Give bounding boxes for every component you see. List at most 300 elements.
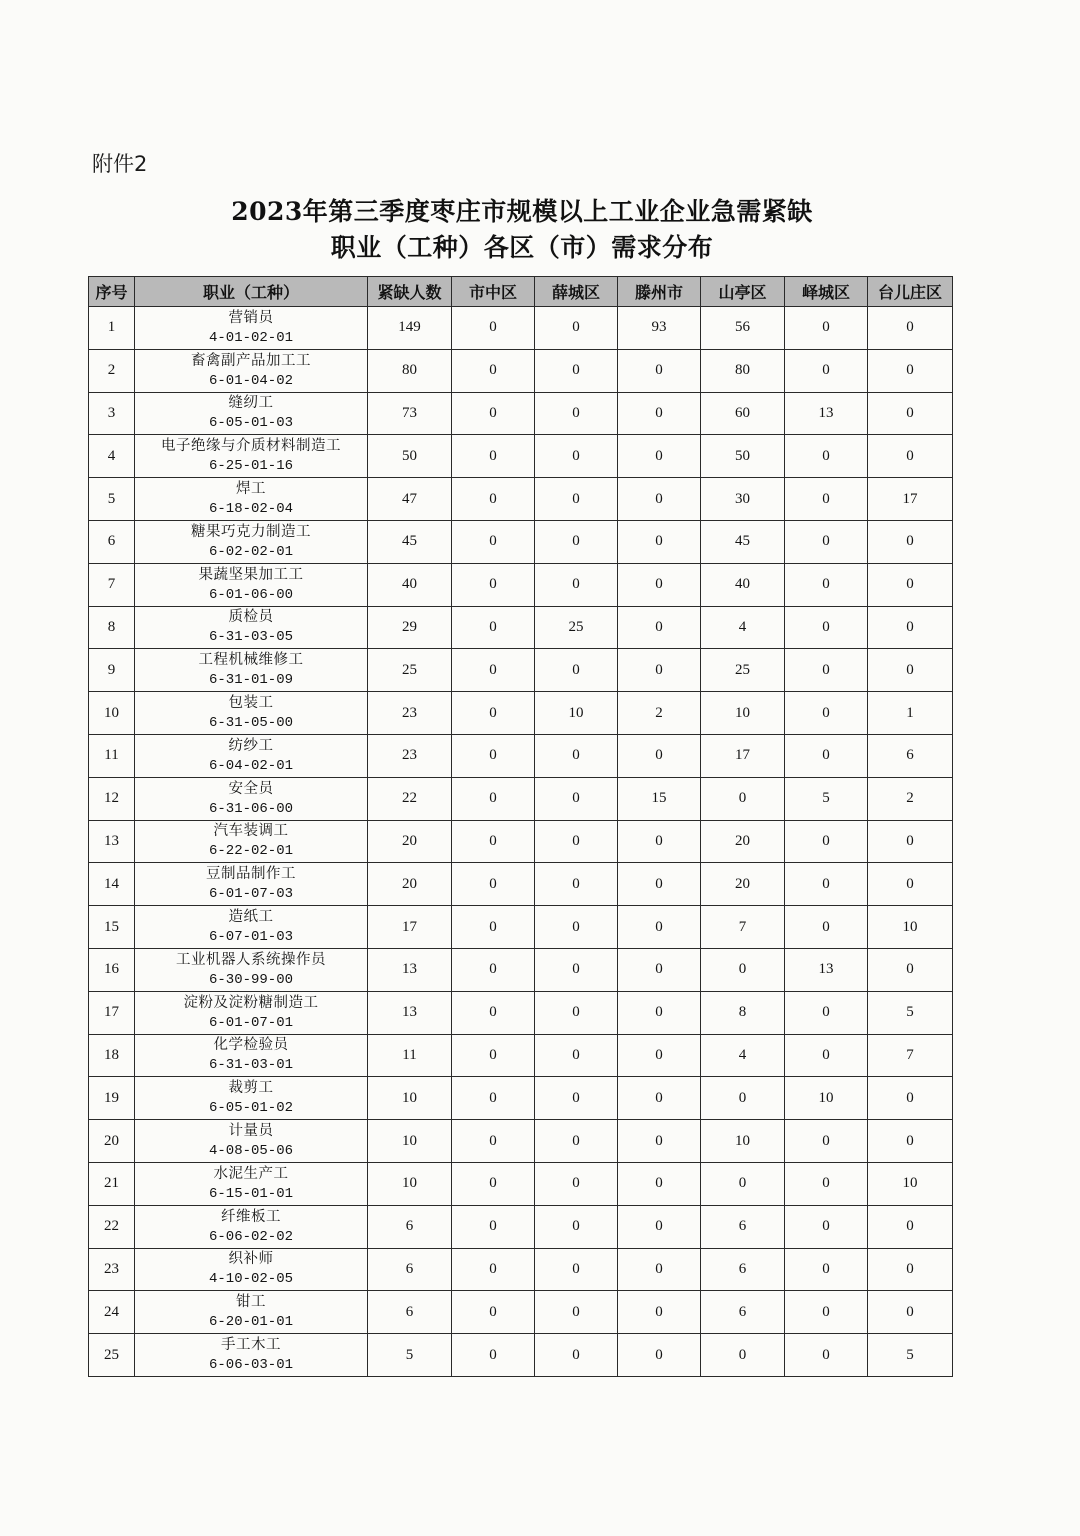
cell-total: 47 bbox=[368, 478, 452, 521]
cell-yicheng: 13 bbox=[785, 392, 868, 435]
cell-shanting: 10 bbox=[701, 1120, 785, 1163]
cell-shizhong: 0 bbox=[452, 349, 535, 392]
cell-tengzhou: 2 bbox=[618, 692, 701, 735]
occupation-name: 手工木工 bbox=[221, 1337, 281, 1354]
table-row bbox=[89, 1248, 953, 1291]
cell-tengzhou: 0 bbox=[618, 349, 701, 392]
cell-shizhong: 0 bbox=[452, 692, 535, 735]
cell-xuecheng: 0 bbox=[535, 948, 618, 991]
cell-taierzhuang: 7 bbox=[868, 1034, 953, 1077]
cell-total: 23 bbox=[368, 692, 452, 735]
cell-shizhong: 0 bbox=[452, 734, 535, 777]
cell-tengzhou: 0 bbox=[618, 734, 701, 777]
cell-total: 40 bbox=[368, 563, 452, 606]
cell-xuecheng: 0 bbox=[535, 820, 618, 863]
cell-occupation bbox=[135, 1034, 368, 1077]
cell-seq: 21 bbox=[89, 1162, 135, 1205]
cell-tengzhou: 0 bbox=[618, 1120, 701, 1163]
cell-xuecheng: 0 bbox=[535, 349, 618, 392]
occupation-code: 6-07-01-03 bbox=[208, 929, 293, 946]
occupation-name: 安全员 bbox=[228, 780, 274, 797]
cell-total: 73 bbox=[368, 392, 452, 435]
cell-taierzhuang: 0 bbox=[868, 1077, 953, 1120]
cell-seq: 22 bbox=[89, 1205, 135, 1248]
cell-taierzhuang: 0 bbox=[868, 1120, 953, 1163]
cell-yicheng: 0 bbox=[785, 1120, 868, 1163]
occupation-code: 6-31-03-05 bbox=[208, 629, 293, 646]
cell-xuecheng: 0 bbox=[535, 1077, 618, 1120]
cell-xuecheng: 0 bbox=[535, 435, 618, 478]
occupation-code: 6-18-02-04 bbox=[208, 501, 293, 518]
occupation-code: 6-06-02-02 bbox=[208, 1228, 293, 1245]
cell-shizhong: 0 bbox=[452, 1205, 535, 1248]
cell-total: 13 bbox=[368, 948, 452, 991]
cell-taierzhuang: 0 bbox=[868, 349, 953, 392]
occupation-name: 汽车装调工 bbox=[213, 823, 289, 840]
cell-occupation bbox=[135, 1077, 368, 1120]
occupation-code: 6-22-02-01 bbox=[208, 843, 293, 860]
occupation-code: 6-06-03-01 bbox=[208, 1357, 293, 1374]
occupation-name: 织补师 bbox=[228, 1251, 274, 1268]
cell-shanting: 45 bbox=[701, 520, 785, 563]
cell-yicheng: 0 bbox=[785, 649, 868, 692]
cell-occupation bbox=[135, 392, 368, 435]
cell-yicheng: 0 bbox=[785, 349, 868, 392]
cell-shizhong: 0 bbox=[452, 1334, 535, 1377]
cell-occupation bbox=[135, 734, 368, 777]
occupation-code: 6-01-06-00 bbox=[208, 586, 293, 603]
occupation-code: 6-05-01-02 bbox=[208, 1100, 293, 1117]
cell-taierzhuang: 0 bbox=[868, 820, 953, 863]
table-row bbox=[89, 1034, 953, 1077]
cell-occupation bbox=[135, 307, 368, 350]
table-row bbox=[89, 435, 953, 478]
cell-taierzhuang: 0 bbox=[868, 948, 953, 991]
cell-yicheng: 0 bbox=[785, 307, 868, 350]
cell-occupation bbox=[135, 520, 368, 563]
cell-yicheng: 0 bbox=[785, 692, 868, 735]
cell-taierzhuang: 6 bbox=[868, 734, 953, 777]
cell-taierzhuang: 5 bbox=[868, 991, 953, 1034]
table-row bbox=[89, 307, 953, 350]
cell-xuecheng: 0 bbox=[535, 563, 618, 606]
cell-seq: 15 bbox=[89, 906, 135, 949]
cell-occupation bbox=[135, 606, 368, 649]
occupation-code: 6-31-03-01 bbox=[208, 1057, 293, 1074]
occupation-name: 质检员 bbox=[228, 609, 274, 626]
occupation-code: 6-05-01-03 bbox=[208, 415, 293, 432]
cell-xuecheng: 10 bbox=[535, 692, 618, 735]
cell-tengzhou: 0 bbox=[618, 392, 701, 435]
cell-shanting: 0 bbox=[701, 1334, 785, 1377]
table-row bbox=[89, 520, 953, 563]
cell-xuecheng: 0 bbox=[535, 649, 618, 692]
cell-shanting: 60 bbox=[701, 392, 785, 435]
cell-xuecheng: 0 bbox=[535, 1291, 618, 1334]
cell-shanting: 0 bbox=[701, 1077, 785, 1120]
cell-total: 149 bbox=[368, 307, 452, 350]
cell-seq: 14 bbox=[89, 863, 135, 906]
occupation-name: 造纸工 bbox=[228, 909, 274, 926]
cell-tengzhou: 0 bbox=[618, 906, 701, 949]
table-row bbox=[89, 563, 953, 606]
cell-occupation bbox=[135, 1248, 368, 1291]
table-row bbox=[89, 1334, 953, 1377]
cell-yicheng: 0 bbox=[785, 1248, 868, 1291]
cell-xuecheng: 0 bbox=[535, 478, 618, 521]
cell-shizhong: 0 bbox=[452, 649, 535, 692]
occupation-code: 6-15-01-01 bbox=[208, 1185, 293, 1202]
cell-seq: 7 bbox=[89, 563, 135, 606]
occupation-name: 焊工 bbox=[236, 481, 266, 498]
document-title-line1: 2023年第三季度枣庄市规模以上工业企业急需紧缺 bbox=[231, 197, 813, 226]
cell-xuecheng: 0 bbox=[535, 1334, 618, 1377]
table-row bbox=[89, 820, 953, 863]
table-row bbox=[89, 734, 953, 777]
cell-shizhong: 0 bbox=[452, 948, 535, 991]
cell-yicheng: 0 bbox=[785, 1291, 868, 1334]
occupation-name: 裁剪工 bbox=[228, 1080, 274, 1097]
occupation-name: 工业机器人系统操作员 bbox=[176, 951, 326, 968]
cell-tengzhou: 0 bbox=[618, 563, 701, 606]
table-row bbox=[89, 1162, 953, 1205]
cell-total: 6 bbox=[368, 1291, 452, 1334]
cell-taierzhuang: 0 bbox=[868, 563, 953, 606]
cell-shizhong: 0 bbox=[452, 1077, 535, 1120]
cell-shizhong: 0 bbox=[452, 777, 535, 820]
cell-yicheng: 0 bbox=[785, 1334, 868, 1377]
table-row bbox=[89, 392, 953, 435]
occupation-name: 果蔬坚果加工工 bbox=[198, 566, 304, 583]
occupation-name: 纺纱工 bbox=[228, 737, 274, 754]
cell-shizhong: 0 bbox=[452, 520, 535, 563]
cell-occupation bbox=[135, 863, 368, 906]
cell-yicheng: 0 bbox=[785, 435, 868, 478]
document-title-line2: 职业（工种）各区（市）需求分布 bbox=[330, 233, 714, 262]
cell-taierzhuang: 0 bbox=[868, 606, 953, 649]
table-row bbox=[89, 349, 953, 392]
attachment-label: 附件2 bbox=[92, 152, 148, 176]
header-total: 紧缺人数 bbox=[368, 277, 452, 307]
occupation-name: 包装工 bbox=[228, 695, 274, 712]
cell-seq: 10 bbox=[89, 692, 135, 735]
cell-yicheng: 0 bbox=[785, 863, 868, 906]
cell-taierzhuang: 0 bbox=[868, 649, 953, 692]
cell-yicheng: 0 bbox=[785, 906, 868, 949]
cell-total: 10 bbox=[368, 1077, 452, 1120]
cell-taierzhuang: 0 bbox=[868, 1291, 953, 1334]
cell-taierzhuang: 0 bbox=[868, 1205, 953, 1248]
cell-total: 20 bbox=[368, 863, 452, 906]
occupation-name: 工程机械维修工 bbox=[198, 652, 304, 669]
occupation-code: 4-10-02-05 bbox=[208, 1271, 293, 1288]
occupation-code: 4-08-05-06 bbox=[208, 1143, 293, 1160]
cell-total: 50 bbox=[368, 435, 452, 478]
cell-shanting: 25 bbox=[701, 649, 785, 692]
occupation-code: 6-02-02-01 bbox=[208, 543, 293, 560]
cell-yicheng: 0 bbox=[785, 734, 868, 777]
cell-occupation bbox=[135, 1120, 368, 1163]
header-shizhong: 市中区 bbox=[452, 277, 535, 307]
cell-seq: 8 bbox=[89, 606, 135, 649]
cell-xuecheng: 0 bbox=[535, 1248, 618, 1291]
cell-occupation bbox=[135, 820, 368, 863]
table-row bbox=[89, 906, 953, 949]
cell-occupation bbox=[135, 1162, 368, 1205]
occupation-name: 纤维板工 bbox=[221, 1208, 281, 1225]
cell-xuecheng: 0 bbox=[535, 520, 618, 563]
cell-total: 20 bbox=[368, 820, 452, 863]
cell-taierzhuang: 0 bbox=[868, 1248, 953, 1291]
cell-yicheng: 0 bbox=[785, 520, 868, 563]
cell-tengzhou: 0 bbox=[618, 820, 701, 863]
header-shanting: 山亭区 bbox=[701, 277, 785, 307]
occupation-code: 6-31-06-00 bbox=[208, 800, 293, 817]
cell-total: 11 bbox=[368, 1034, 452, 1077]
cell-shizhong: 0 bbox=[452, 991, 535, 1034]
cell-shizhong: 0 bbox=[452, 1120, 535, 1163]
occupation-name: 缝纫工 bbox=[228, 395, 274, 412]
cell-occupation bbox=[135, 478, 368, 521]
cell-shanting: 80 bbox=[701, 349, 785, 392]
cell-total: 29 bbox=[368, 606, 452, 649]
cell-occupation bbox=[135, 1205, 368, 1248]
cell-seq: 4 bbox=[89, 435, 135, 478]
occupation-code: 6-31-01-09 bbox=[208, 672, 293, 689]
cell-taierzhuang: 10 bbox=[868, 1162, 953, 1205]
cell-yicheng: 0 bbox=[785, 820, 868, 863]
cell-shizhong: 0 bbox=[452, 1034, 535, 1077]
cell-xuecheng: 0 bbox=[535, 906, 618, 949]
occupation-code: 6-30-99-00 bbox=[208, 971, 293, 988]
cell-occupation bbox=[135, 906, 368, 949]
cell-seq: 12 bbox=[89, 777, 135, 820]
cell-seq: 9 bbox=[89, 649, 135, 692]
cell-total: 5 bbox=[368, 1334, 452, 1377]
cell-total: 80 bbox=[368, 349, 452, 392]
cell-shanting: 6 bbox=[701, 1248, 785, 1291]
header-occupation: 职业（工种） bbox=[135, 277, 368, 307]
cell-seq: 25 bbox=[89, 1334, 135, 1377]
table-row bbox=[89, 478, 953, 521]
cell-shanting: 20 bbox=[701, 820, 785, 863]
cell-taierzhuang: 5 bbox=[868, 1334, 953, 1377]
cell-occupation bbox=[135, 435, 368, 478]
cell-tengzhou: 0 bbox=[618, 863, 701, 906]
cell-occupation bbox=[135, 692, 368, 735]
cell-tengzhou: 0 bbox=[618, 520, 701, 563]
cell-seq: 3 bbox=[89, 392, 135, 435]
cell-seq: 17 bbox=[89, 991, 135, 1034]
occupation-name: 豆制品制作工 bbox=[206, 866, 296, 883]
table-row bbox=[89, 1120, 953, 1163]
cell-total: 17 bbox=[368, 906, 452, 949]
cell-occupation bbox=[135, 777, 368, 820]
cell-shizhong: 0 bbox=[452, 906, 535, 949]
cell-taierzhuang: 0 bbox=[868, 307, 953, 350]
table-header-row bbox=[89, 277, 953, 307]
cell-shanting: 4 bbox=[701, 606, 785, 649]
occupation-code: 6-01-07-03 bbox=[208, 886, 293, 903]
cell-seq: 5 bbox=[89, 478, 135, 521]
header-yicheng: 峄城区 bbox=[785, 277, 868, 307]
header-taierzhuang: 台儿庄区 bbox=[868, 277, 953, 307]
cell-shanting: 56 bbox=[701, 307, 785, 350]
cell-shizhong: 0 bbox=[452, 435, 535, 478]
occupation-name: 糖果巧克力制造工 bbox=[191, 523, 311, 540]
table-row bbox=[89, 863, 953, 906]
cell-shizhong: 0 bbox=[452, 307, 535, 350]
cell-yicheng: 0 bbox=[785, 478, 868, 521]
cell-xuecheng: 0 bbox=[535, 777, 618, 820]
cell-yicheng: 0 bbox=[785, 1205, 868, 1248]
cell-xuecheng: 0 bbox=[535, 1205, 618, 1248]
cell-shizhong: 0 bbox=[452, 1248, 535, 1291]
cell-occupation bbox=[135, 991, 368, 1034]
occupation-name: 淀粉及淀粉糖制造工 bbox=[183, 994, 319, 1011]
cell-seq: 13 bbox=[89, 820, 135, 863]
header-xuecheng: 薛城区 bbox=[535, 277, 618, 307]
cell-total: 45 bbox=[368, 520, 452, 563]
occupation-name: 畜禽副产品加工工 bbox=[191, 352, 311, 369]
cell-taierzhuang: 2 bbox=[868, 777, 953, 820]
table-row bbox=[89, 606, 953, 649]
table-row bbox=[89, 649, 953, 692]
table-row bbox=[89, 777, 953, 820]
cell-shizhong: 0 bbox=[452, 478, 535, 521]
cell-total: 6 bbox=[368, 1248, 452, 1291]
occupation-code: 6-04-02-01 bbox=[208, 757, 293, 774]
table-row bbox=[89, 1077, 953, 1120]
cell-taierzhuang: 1 bbox=[868, 692, 953, 735]
cell-total: 25 bbox=[368, 649, 452, 692]
cell-total: 10 bbox=[368, 1120, 452, 1163]
cell-shanting: 4 bbox=[701, 1034, 785, 1077]
cell-occupation bbox=[135, 1334, 368, 1377]
cell-seq: 1 bbox=[89, 307, 135, 350]
header-seq: 序号 bbox=[89, 277, 135, 307]
cell-shanting: 0 bbox=[701, 948, 785, 991]
cell-yicheng: 0 bbox=[785, 563, 868, 606]
cell-shanting: 40 bbox=[701, 563, 785, 606]
cell-seq: 18 bbox=[89, 1034, 135, 1077]
cell-shanting: 20 bbox=[701, 863, 785, 906]
cell-taierzhuang: 0 bbox=[868, 863, 953, 906]
occupation-code: 6-20-01-01 bbox=[208, 1314, 293, 1331]
cell-tengzhou: 0 bbox=[618, 991, 701, 1034]
cell-taierzhuang: 0 bbox=[868, 520, 953, 563]
cell-xuecheng: 0 bbox=[535, 1034, 618, 1077]
cell-xuecheng: 25 bbox=[535, 606, 618, 649]
cell-seq: 19 bbox=[89, 1077, 135, 1120]
cell-shanting: 8 bbox=[701, 991, 785, 1034]
cell-occupation bbox=[135, 1291, 368, 1334]
cell-tengzhou: 0 bbox=[618, 1334, 701, 1377]
cell-occupation bbox=[135, 948, 368, 991]
cell-shanting: 6 bbox=[701, 1291, 785, 1334]
cell-shizhong: 0 bbox=[452, 1291, 535, 1334]
cell-shanting: 7 bbox=[701, 906, 785, 949]
occupation-name: 计量员 bbox=[228, 1123, 274, 1140]
cell-shizhong: 0 bbox=[452, 1162, 535, 1205]
cell-seq: 2 bbox=[89, 349, 135, 392]
cell-seq: 11 bbox=[89, 734, 135, 777]
cell-yicheng: 0 bbox=[785, 1034, 868, 1077]
table-row bbox=[89, 692, 953, 735]
header-tengzhou: 滕州市 bbox=[618, 277, 701, 307]
occupation-code: 6-25-01-16 bbox=[208, 458, 293, 475]
occupation-code: 6-31-05-00 bbox=[208, 715, 293, 732]
cell-seq: 6 bbox=[89, 520, 135, 563]
cell-tengzhou: 0 bbox=[618, 1162, 701, 1205]
cell-tengzhou: 0 bbox=[618, 1291, 701, 1334]
occupation-name: 营销员 bbox=[228, 309, 274, 326]
table-row bbox=[89, 948, 953, 991]
cell-total: 13 bbox=[368, 991, 452, 1034]
cell-seq: 23 bbox=[89, 1248, 135, 1291]
table-row bbox=[89, 1291, 953, 1334]
occupation-code: 6-01-04-02 bbox=[208, 372, 293, 389]
cell-shanting: 0 bbox=[701, 1162, 785, 1205]
cell-occupation bbox=[135, 649, 368, 692]
cell-shizhong: 0 bbox=[452, 606, 535, 649]
cell-yicheng: 10 bbox=[785, 1077, 868, 1120]
cell-total: 6 bbox=[368, 1205, 452, 1248]
cell-xuecheng: 0 bbox=[535, 991, 618, 1034]
occupation-name: 化学检验员 bbox=[213, 1037, 289, 1054]
cell-xuecheng: 0 bbox=[535, 392, 618, 435]
cell-yicheng: 13 bbox=[785, 948, 868, 991]
cell-tengzhou: 0 bbox=[618, 649, 701, 692]
cell-total: 10 bbox=[368, 1162, 452, 1205]
cell-shizhong: 0 bbox=[452, 863, 535, 906]
cell-tengzhou: 0 bbox=[618, 606, 701, 649]
cell-tengzhou: 0 bbox=[618, 435, 701, 478]
cell-xuecheng: 0 bbox=[535, 1162, 618, 1205]
cell-tengzhou: 0 bbox=[618, 1034, 701, 1077]
cell-seq: 16 bbox=[89, 948, 135, 991]
cell-seq: 24 bbox=[89, 1291, 135, 1334]
occupation-code: 6-01-07-01 bbox=[208, 1014, 293, 1031]
demand-distribution-table bbox=[88, 276, 953, 1377]
cell-tengzhou: 0 bbox=[618, 1077, 701, 1120]
occupation-name: 水泥生产工 bbox=[213, 1165, 289, 1182]
cell-shanting: 17 bbox=[701, 734, 785, 777]
cell-shanting: 30 bbox=[701, 478, 785, 521]
cell-shanting: 6 bbox=[701, 1205, 785, 1248]
table-row bbox=[89, 991, 953, 1034]
table-body bbox=[89, 307, 953, 1377]
table-row bbox=[89, 1205, 953, 1248]
occupation-code: 4-01-02-01 bbox=[208, 329, 293, 346]
cell-shanting: 0 bbox=[701, 777, 785, 820]
cell-occupation bbox=[135, 349, 368, 392]
cell-occupation bbox=[135, 563, 368, 606]
cell-tengzhou: 0 bbox=[618, 1248, 701, 1291]
occupation-name: 电子绝缘与介质材料制造工 bbox=[161, 438, 341, 455]
cell-tengzhou: 0 bbox=[618, 948, 701, 991]
cell-xuecheng: 0 bbox=[535, 734, 618, 777]
cell-seq: 20 bbox=[89, 1120, 135, 1163]
cell-shizhong: 0 bbox=[452, 563, 535, 606]
cell-total: 23 bbox=[368, 734, 452, 777]
cell-shizhong: 0 bbox=[452, 392, 535, 435]
cell-taierzhuang: 10 bbox=[868, 906, 953, 949]
cell-shizhong: 0 bbox=[452, 820, 535, 863]
cell-tengzhou: 93 bbox=[618, 307, 701, 350]
cell-shanting: 50 bbox=[701, 435, 785, 478]
cell-tengzhou: 15 bbox=[618, 777, 701, 820]
